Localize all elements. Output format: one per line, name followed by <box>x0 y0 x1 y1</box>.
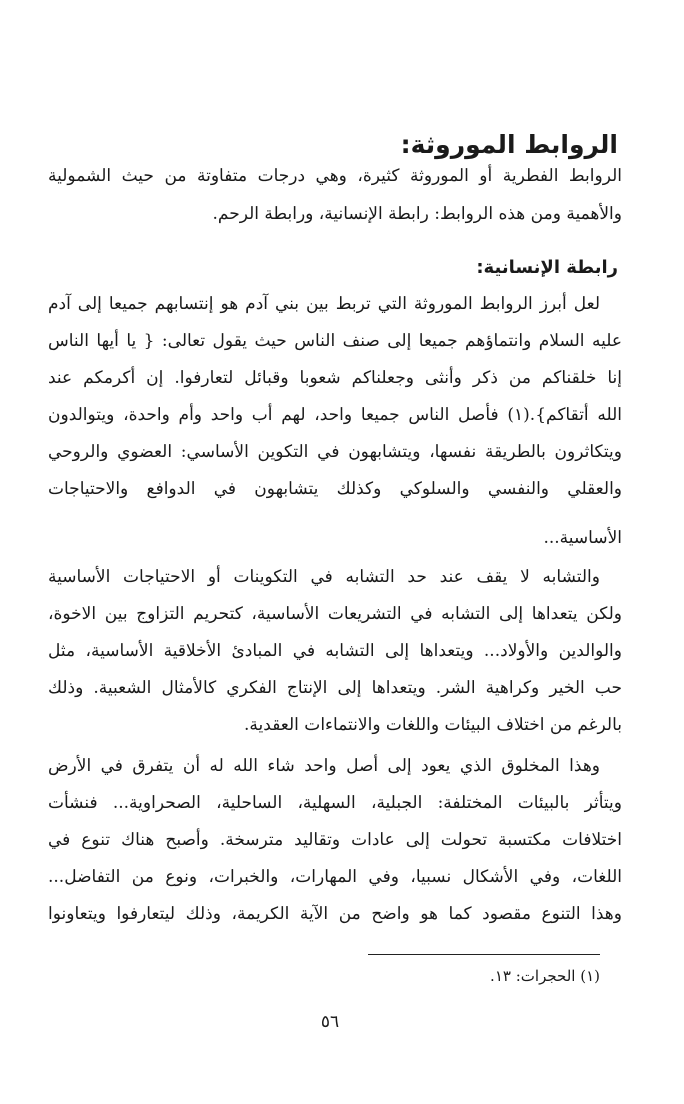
subsection-heading: رابطة الإنسانية: <box>476 257 618 278</box>
paragraph-line: إنا خلقناكم من ذكر وأنثى وجعلناكم شعوبا وقبائل لتعارفوا. إن أكرمكم عند <box>48 368 622 388</box>
paragraph-line: الله أتقاكم}.(١) فأصل الناس جميعا واحد، لهم أب واحد وأم واحدة، ويتوالدون <box>48 405 622 425</box>
paragraph-line: ويتأثر بالبيئات المختلفة: الجبلية، السهلية، الساحلية، الصحراوية... فنشأت <box>48 793 622 813</box>
paragraph-line: اللغات، وفي الأشكال نسبيا، وفي المهارات، والخبرات، ونوع من التفاضل... <box>48 867 622 887</box>
paragraph-line: الأساسية... <box>543 528 622 548</box>
paragraph-line: والتشابه لا يقف عند حد التشابه في التكوينات أو الاحتياجات الأساسية <box>48 567 600 587</box>
footnote: (١) الحجرات: ١٣. <box>490 967 600 985</box>
paragraph-line: حب الخير وكراهية الشر. ويتعداها إلى الإنتاج الفكري كالأمثال الشعبية. وذلك <box>48 678 622 698</box>
paragraph-line: وهذا التنوع مقصود كما هو واضح من الآية الكريمة، وذلك ليتعارفوا ويتعاونوا <box>48 904 622 924</box>
paragraph-line: والعقلي والنفسي والسلوكي وكذلك يتشابهون في الدوافع والاحتياجات <box>48 479 622 499</box>
paragraph-line: لعل أبرز الروابط الموروثة التي تربط بين بني آدم هو إنتسابهم جميعا إلى آدم <box>48 294 600 314</box>
paragraph-line: ويتكاثرون بالطريقة نفسها، ويتشابهون في التكوين الأساسي: العضوي والروحي <box>48 442 622 462</box>
section-heading: الروابط الموروثة: <box>400 130 618 159</box>
page-number: ٥٦ <box>320 1012 340 1032</box>
paragraph-line: اختلافات مكتسبة تحولت إلى عادات وتقاليد مترسخة. وأصبح هناك تنوع في <box>48 830 622 850</box>
paragraph-line: عليه السلام وانتماؤهم جميعا إلى صنف الناس حيث يقول تعالى: { يا أيها الناس <box>48 331 622 351</box>
intro-line: والأهمية ومن هذه الروابط: رابطة الإنسانية، ورابطة الرحم. <box>212 204 622 224</box>
paragraph-line: وهذا المخلوق الذي يعود إلى أصل واحد شاء الله له أن يتفرق في الأرض <box>48 756 600 776</box>
paragraph-line: ولكن يتعداها إلى التشابه في التشريعات الأساسية، كتحريم التزاوج بين الاخوة، <box>48 604 622 624</box>
intro-line: الروابط الفطرية أو الموروثة كثيرة، وهي درجات متفاوتة من حيث الشمولية <box>48 166 622 186</box>
footnote-divider <box>368 954 600 955</box>
paragraph-line: والوالدين والأولاد... ويتعداها إلى التشابه في المبادئ الأخلاقية الأساسية، مثل <box>48 641 622 661</box>
paragraph-line: بالرغم من اختلاف البيئات واللغات والانتماءات العقدية. <box>244 715 622 735</box>
